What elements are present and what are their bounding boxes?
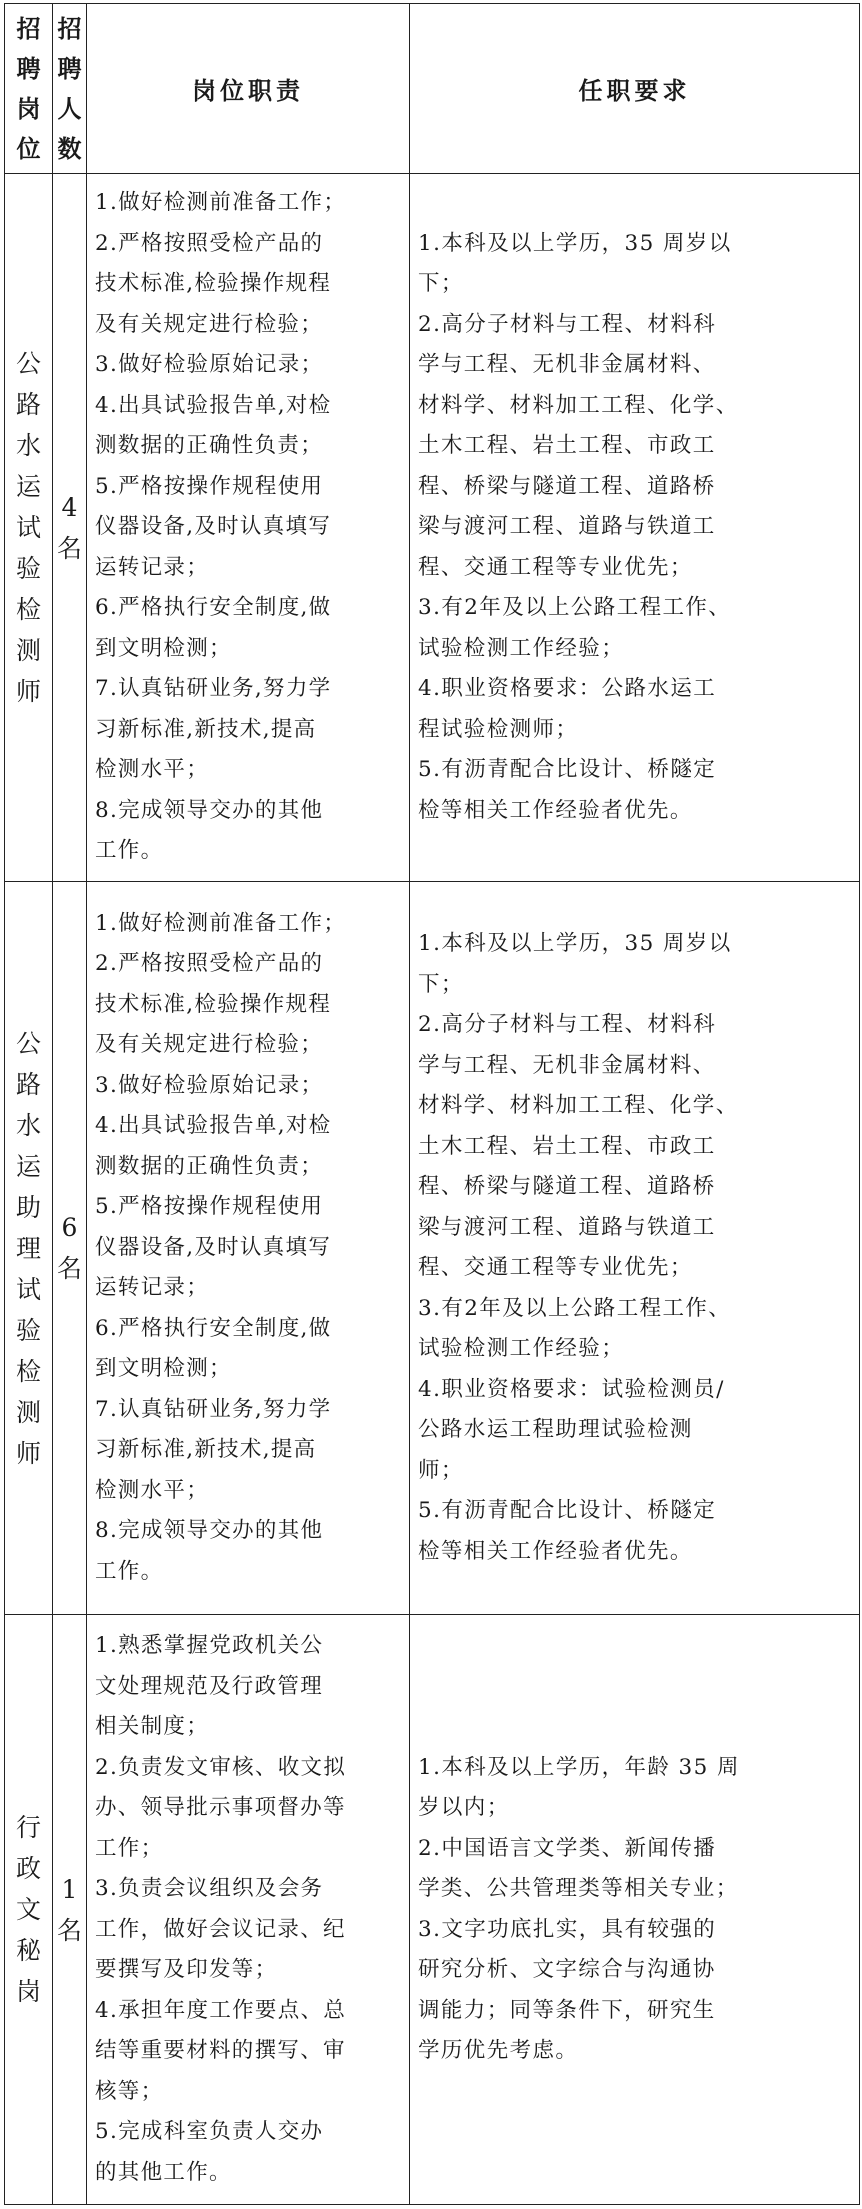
duty-line: 的其他工作。 [95,2159,232,2185]
requirement-line: 试验检测工作经验； [418,635,625,661]
duty-line: 办、领导批示事项督办等 [95,1795,346,1820]
requirement-line: 材料学、材料加工工程、化学、 [418,392,739,418]
position-char: 师 [15,677,41,706]
requirement-line: 1.本科及以上学历，35 周岁以 [418,931,732,956]
requirement-line: 2.中国语言文学类、新闻传播 [418,1835,717,1861]
duty-line: 3.负责会议组织及会务 [95,1876,324,1901]
table-row [5,1615,860,2205]
count-char: 名 [56,1254,82,1283]
header-position-char: 位 [16,133,41,163]
position-char: 验 [15,1315,41,1345]
requirement-line: 试验检测工作经验； [418,1336,625,1361]
header-position [5,4,53,174]
requirement-line: 梁与渡河工程、道路与铁道工 [418,514,716,540]
duty-line: 技术标准,检验操作规程 [95,991,332,1017]
duty-line: 习新标准,新技术,提高 [95,1437,317,1463]
requirement-line: 下； [418,271,464,297]
requirement-line: 研究分析、文字综合与沟通协 [418,1957,716,1982]
position-char: 运 [15,472,41,501]
requirement-line: 梁与渡河工程、道路与铁道工 [418,1214,716,1240]
header-count-char: 数 [57,133,82,163]
count-char: 1 [61,1874,78,1904]
duty-line: 相关制度； [95,1714,210,1739]
duty-line: 8.完成领导交办的其他 [95,1518,324,1544]
duty-line: 4.出具试验报告单,对检 [95,1113,332,1139]
requirement-line: 学与工程、无机非金属材料、 [418,1052,716,1078]
requirement-line: 5.有沥青配合比设计、桥隧定 [418,757,717,783]
duty-line: 文处理规范及行政管理 [95,1673,324,1699]
requirement-line: 下； [418,971,464,997]
duty-line: 测数据的正确性负责； [95,433,324,459]
table-row [5,174,860,882]
duty-line: 6.严格执行安全制度,做 [95,1315,332,1341]
requirement-line: 程、桥梁与隧道工程、道路桥 [418,1174,716,1199]
duty-line: 及有关规定进行检验； [95,1032,324,1058]
duty-line: 运转记录； [95,554,210,580]
header-count-char: 人 [57,93,82,123]
requirement-line: 调能力；同等条件下，研究生 [418,1997,716,2023]
position-char: 检 [15,595,41,624]
position-char: 水 [15,431,41,460]
duty-line: 5.完成科室负责人交办 [95,2119,324,2144]
duty-line: 测数据的正确性负责； [95,1153,324,1179]
requirement-line: 检等相关工作经验者优先。 [418,1538,693,1564]
requirements-cell [410,1615,860,2205]
count-char: 名 [56,533,82,563]
duty-line: 核等； [95,2078,164,2104]
position-char: 验 [15,554,41,583]
duty-line: 5.严格按操作规程使用 [95,1194,324,1220]
requirement-line: 1.本科及以上学历，35 周岁以 [418,230,732,256]
duty-line: 1.做好检测前准备工作； [95,190,347,216]
duty-line: 习新标准,新技术,提高 [95,716,317,742]
position-char: 助 [15,1192,41,1222]
requirement-line: 3.文字功底扎实，具有较强的 [418,1916,717,1942]
requirement-line: 公路水运工程助理试验检测 [418,1417,693,1442]
duties-cell [87,174,410,882]
duty-line: 检测水平； [95,757,210,783]
position-char: 公 [15,349,41,378]
requirements-cell [410,882,860,1615]
requirements-cell [410,174,860,882]
count-char: 名 [56,1915,82,1945]
requirement-line: 岁以内； [418,1795,510,1820]
requirement-line: 3.有2年及以上公路工程工作、 [418,1295,732,1321]
position-char: 文 [15,1895,41,1924]
position-cell [5,882,53,1615]
duty-line: 8.完成领导交办的其他 [95,797,324,823]
duty-line: 7.认真钻研业务,努力学 [95,676,332,702]
duty-line: 2.严格按照受检产品的 [95,230,324,256]
position-char: 路 [15,1069,41,1099]
count-char: 4 [61,492,78,522]
duties-cell [87,1615,410,2205]
duty-line: 4.承担年度工作要点、总 [95,1997,347,2023]
duty-line: 3.做好检验原始记录； [95,352,324,378]
header-count-char: 招 [57,13,82,43]
duty-line: 6.严格执行安全制度,做 [95,595,332,621]
requirement-line: 程试验检测师； [418,716,579,742]
position-cell [5,174,53,882]
duty-line: 仪器设备,及时认真填写 [95,1234,332,1260]
duty-line: 5.严格按操作规程使用 [95,473,324,499]
duty-line: 到文明检测； [95,1356,232,1382]
duty-line: 2.严格按照受检产品的 [95,951,324,977]
table-row [5,882,860,1615]
requirement-line: 检等相关工作经验者优先。 [418,797,693,823]
position-char: 路 [15,390,41,419]
duty-line: 技术标准,检验操作规程 [95,271,332,297]
duty-line: 要撰写及印发等； [95,1957,278,1982]
count-cell [53,882,87,1615]
requirement-line: 土木工程、岩土工程、市政工 [418,433,716,459]
position-char: 师 [15,1438,41,1468]
requirement-line: 材料学、材料加工工程、化学、 [418,1093,739,1118]
requirement-line: 学历优先考虑。 [418,2038,579,2063]
requirement-line: 2.高分子材料与工程、材料科 [418,311,717,337]
requirement-line: 学类、公共管理类等相关专业； [418,1876,739,1901]
requirement-line: 程、交通工程等专业优先； [418,1255,693,1280]
requirement-line: 程、交通工程等专业优先； [418,554,693,580]
header-position-char: 招 [16,13,41,43]
header-position-char: 岗 [16,93,41,123]
duty-line: 到文明检测； [95,635,232,661]
requirement-line: 1.本科及以上学历，年龄 35 周 [418,1754,740,1780]
requirement-line: 2.高分子材料与工程、材料科 [418,1012,717,1037]
position-char: 理 [15,1233,41,1263]
duty-line: 及有关规定进行检验； [95,311,324,337]
position-char: 试 [15,1274,41,1304]
duty-line: 仪器设备,及时认真填写 [95,514,332,540]
count-char: 6 [61,1213,78,1242]
requirement-line: 4.职业资格要求：试验检测员/ [418,1376,725,1402]
duty-line: 3.做好检验原始记录； [95,1072,324,1098]
position-char: 行 [15,1813,41,1842]
header-count-char: 聘 [57,53,82,83]
requirement-line: 程、桥梁与隧道工程、道路桥 [418,473,716,499]
requirement-line: 3.有2年及以上公路工程工作、 [418,595,732,621]
duty-line: 工作，做好会议记录、纪 [95,1916,346,1942]
requirement-line: 4.职业资格要求：公路水运工 [418,676,717,702]
position-char: 运 [15,1151,41,1181]
position-char: 政 [15,1854,41,1883]
position-char: 检 [15,1356,41,1386]
duty-line: 1.做好检测前准备工作； [95,910,347,936]
recruitment-table [4,3,860,2205]
duty-line: 工作。 [95,1558,164,1584]
count-cell [53,174,87,882]
position-char: 试 [15,513,41,542]
header-row [5,4,860,174]
requirement-line: 土木工程、岩土工程、市政工 [418,1133,716,1159]
duty-line: 工作。 [95,838,164,864]
requirement-line: 师； [418,1457,464,1483]
duty-line: 工作； [95,1835,164,1861]
header-duties: 岗位职责 [87,4,410,174]
position-cell [5,1615,53,2205]
position-char: 秘 [15,1936,41,1965]
duty-line: 1.熟悉掌握党政机关公 [95,1633,324,1658]
duty-line: 4.出具试验报告单,对检 [95,392,332,418]
position-char: 水 [15,1110,41,1140]
position-char: 测 [15,636,41,665]
requirement-line: 5.有沥青配合比设计、桥隧定 [418,1498,717,1523]
duty-line: 7.认真钻研业务,努力学 [95,1396,332,1422]
position-char: 公 [15,1028,41,1058]
header-requirements: 任职要求 [410,4,860,174]
duty-line: 结等重要材料的撰写、审 [95,2038,346,2063]
duty-line: 检测水平； [95,1477,210,1503]
position-char: 测 [15,1397,41,1427]
requirement-line: 学与工程、无机非金属材料、 [418,352,716,378]
header-count [53,4,87,174]
duties-cell [87,882,410,1615]
header-position-char: 聘 [16,53,41,83]
duty-line: 运转记录； [95,1275,210,1301]
count-cell [53,1615,87,2205]
position-char: 岗 [15,1977,41,2006]
duty-line: 2.负责发文审核、收文拟 [95,1754,347,1780]
